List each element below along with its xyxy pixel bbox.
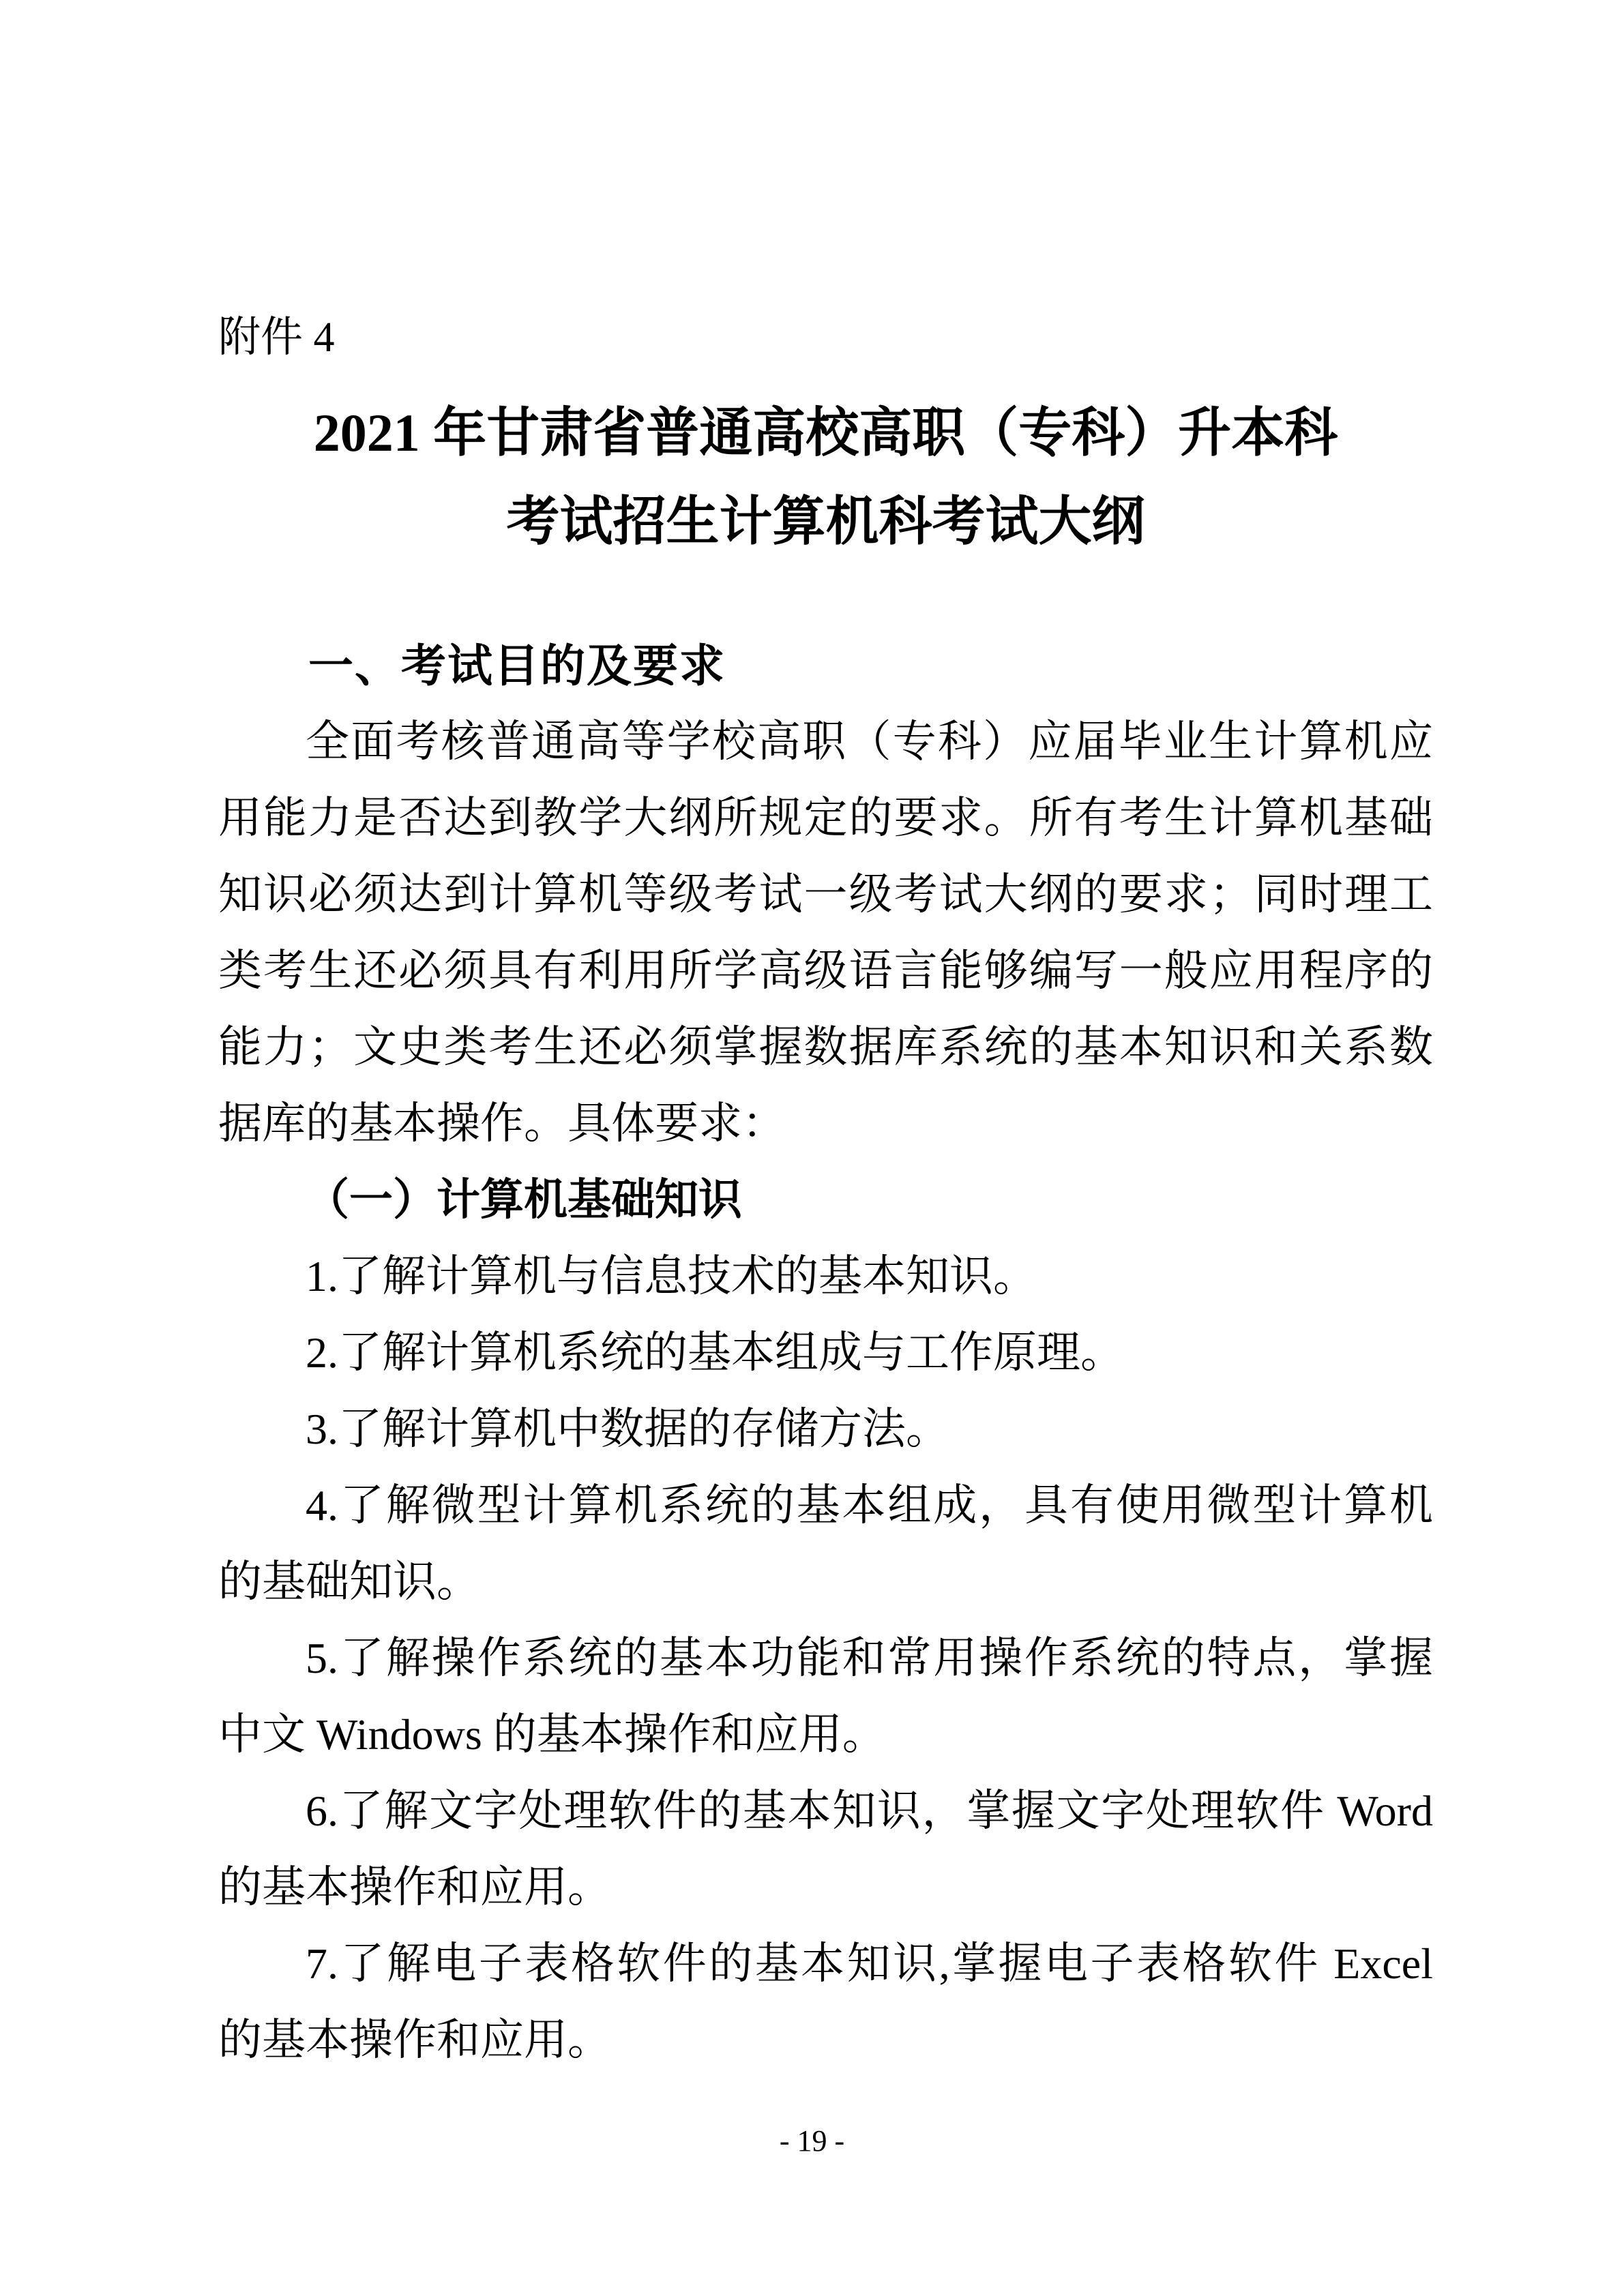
- document-title-line-2: 考试招生计算机科考试大纲: [506, 492, 1145, 551]
- list-item-7-line: 的基本操作和应用。: [218, 2016, 611, 2064]
- list-item-4-line: 4.了解微型计算机系统的基本组成，具有使用微型计算机: [306, 1481, 1433, 1530]
- attachment-label: 附件 4: [218, 314, 335, 361]
- list-item-4-line: 的基础知识。: [218, 1557, 480, 1606]
- document-body: [218, 627, 1433, 2078]
- list-item-3-line: 3.了解计算机中数据的存储方法。: [306, 1405, 949, 1453]
- intro-paragraph-line: 用能力是否达到教学大纲所规定的要求。所有考生计算机基础: [218, 794, 1433, 842]
- list-item-6-line: 6.了解文字处理软件的基本知识，掌握文字处理软件 Word: [306, 1787, 1433, 1835]
- section-heading: 一、考试目的及要求: [308, 640, 726, 691]
- intro-paragraph-line: 类考生还必须具有利用所学高级语言能够编写一般应用程序的: [218, 946, 1433, 995]
- page-number: - 19 -: [779, 2124, 845, 2158]
- intro-paragraph-line: 知识必须达到计算机等级考试一级考试大纲的要求；同时理工: [218, 870, 1433, 919]
- document-title-line-1: 2021 年甘肃省普通高校高职（专科）升本科: [313, 403, 1338, 462]
- list-item-7-line: 7.了解电子表格软件的基本知识,掌握电子表格软件 Excel: [306, 1939, 1433, 1988]
- intro-paragraph-line: 能力；文史类考生还必须掌握数据库系统的基本知识和关系数: [218, 1023, 1433, 1071]
- list-item-2-line: 2.了解计算机系统的基本组成与工作原理。: [306, 1328, 1124, 1377]
- list-item-5-line: 5.了解操作系统的基本功能和常用操作系统的特点，掌握: [306, 1634, 1433, 1682]
- intro-paragraph-line: 全面考核普通高等学校高职（专科）应届毕业生计算机应: [306, 717, 1433, 766]
- intro-paragraph-line: 据库的基本操作。具体要求：: [218, 1099, 786, 1148]
- list-item-1-line: 1.了解计算机与信息技术的基本知识。: [306, 1252, 1037, 1300]
- list-item-5-line: 中文 Windows 的基本操作和应用。: [218, 1710, 886, 1759]
- list-item-6-line: 的基本操作和应用。: [218, 1863, 611, 1911]
- document-content: [218, 314, 1433, 2078]
- subsection-heading: （一）计算机基础知识: [306, 1176, 742, 1224]
- document-title: [218, 389, 1433, 566]
